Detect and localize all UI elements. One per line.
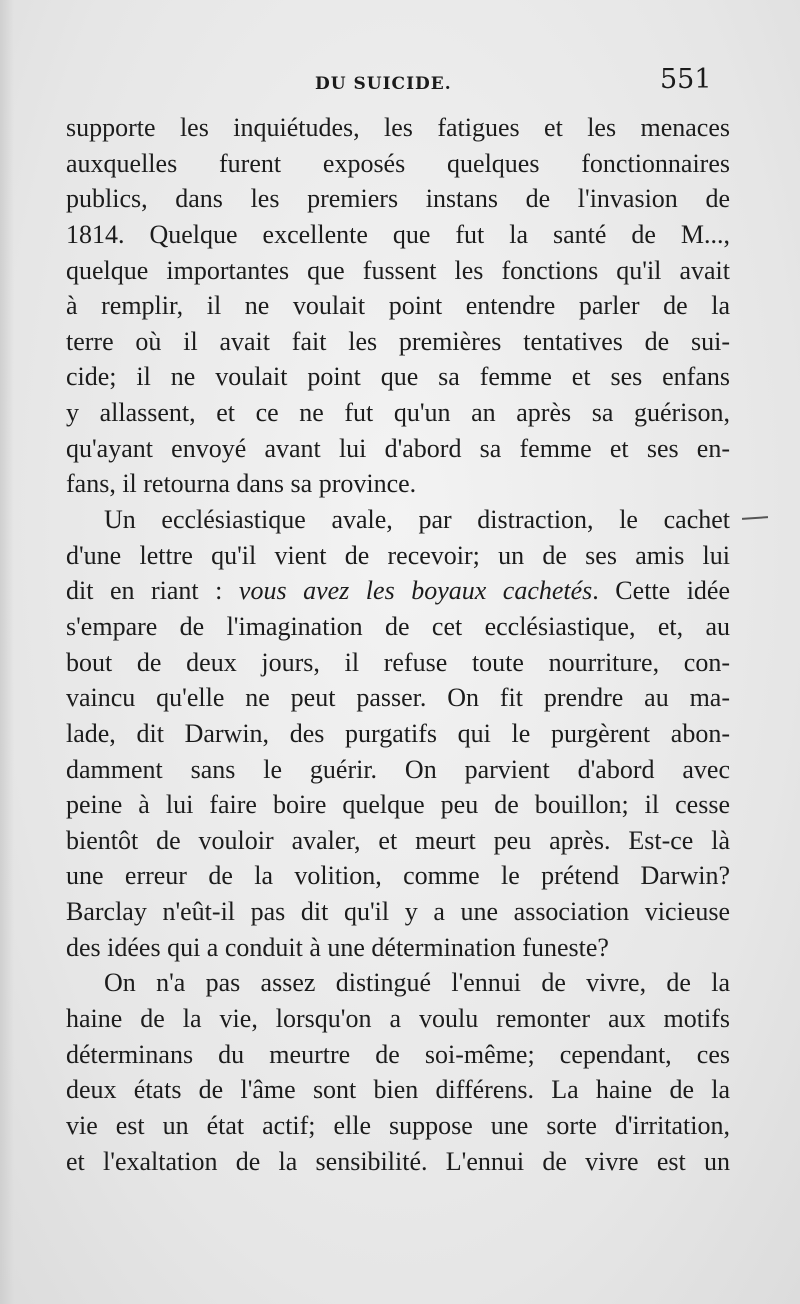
margin-dash-mark <box>742 516 768 520</box>
text-line: des idées qui a conduit à une détermination funeste? <box>66 932 609 962</box>
text-line: deux états de l'âme sont bien différens. La haine de la <box>66 1075 730 1105</box>
text-line: déterminans du meurtre de soi-même; cependant, ces <box>66 1039 730 1069</box>
running-title: DU SUICIDE. <box>315 74 452 94</box>
text-run: . Cette idée <box>592 576 730 606</box>
text-line: peine à lui faire boire quelque peu de bouillon; il cesse <box>66 790 730 820</box>
text-line: vaincu qu'elle ne peut passer. On fit prendre au ma- <box>66 683 730 713</box>
text-line: et l'exaltation de la sensibilité. L'ennui de vivre est un <box>66 1146 730 1176</box>
text-line: Barclay n'eût-il pas dit qu'il y a une association vicieuse <box>66 897 730 927</box>
text-line: terre où il avait fait les premières tentatives de sui- <box>66 326 730 356</box>
text-line: à remplir, il ne voulait point entendre parler de la <box>66 291 730 321</box>
text-line: damment sans le guérir. On parvient d'abord avec <box>66 754 730 784</box>
text-line: d'une lettre qu'il vient de recevoir; un de ses amis lui <box>66 540 730 570</box>
text-line: supporte les inquiétudes, les fatigues et les menaces <box>66 113 730 142</box>
text-line: une erreur de la volition, comme le prétend Darwin? <box>66 861 730 891</box>
text-line: bout de deux jours, il refuse toute nourriture, con- <box>66 647 730 677</box>
text-line: 1814. Quelque excellente que fut la santé de M..., <box>66 219 730 249</box>
text-line-with-italic <box>66 573 730 609</box>
page-gutter-shadow <box>0 0 14 1304</box>
page-number: 551 <box>660 64 712 95</box>
text-line: bientôt de vouloir avaler, et meurt peu après. Est-ce là <box>66 825 730 855</box>
text-line: lade, dit Darwin, des purgatifs qui le purgèrent abon- <box>66 718 730 748</box>
text-line: vie est un état actif; elle suppose une sorte d'irritation, <box>66 1110 730 1140</box>
text-run: dit en riant : <box>66 576 239 606</box>
italic-quote: vous avez les boyaux cachetés <box>238 576 593 606</box>
text-line: On n'a pas assez distingué l'ennui de vivre, de la <box>104 968 730 998</box>
text-line: fans, il retourna dans sa province. <box>66 469 417 499</box>
running-head <box>0 64 800 102</box>
text-line: haine de la vie, lorsqu'on a voulu remonter aux motifs <box>66 1004 730 1034</box>
text-line: Un ecclésiastique avale, par distraction, le cachet <box>104 505 730 535</box>
text-line: auxquelles furent exposés quelques fonctionnaires <box>66 148 730 178</box>
text-line: quelque importantes que fussent les fonctions qu'il avait <box>66 255 730 285</box>
body-text <box>66 110 730 1179</box>
text-line: qu'ayant envoyé avant lui d'abord sa femme et ses en- <box>66 433 730 463</box>
text-line: s'empare de l'imagination de cet ecclésiastique, et, au <box>66 611 730 641</box>
text-line: y allassent, et ce ne fut qu'un an après sa guérison, <box>66 398 730 428</box>
text-line: cide; il ne voulait point que sa femme et ses enfans <box>66 362 730 392</box>
text-line: publics, dans les premiers instans de l'invasion de <box>66 184 730 214</box>
